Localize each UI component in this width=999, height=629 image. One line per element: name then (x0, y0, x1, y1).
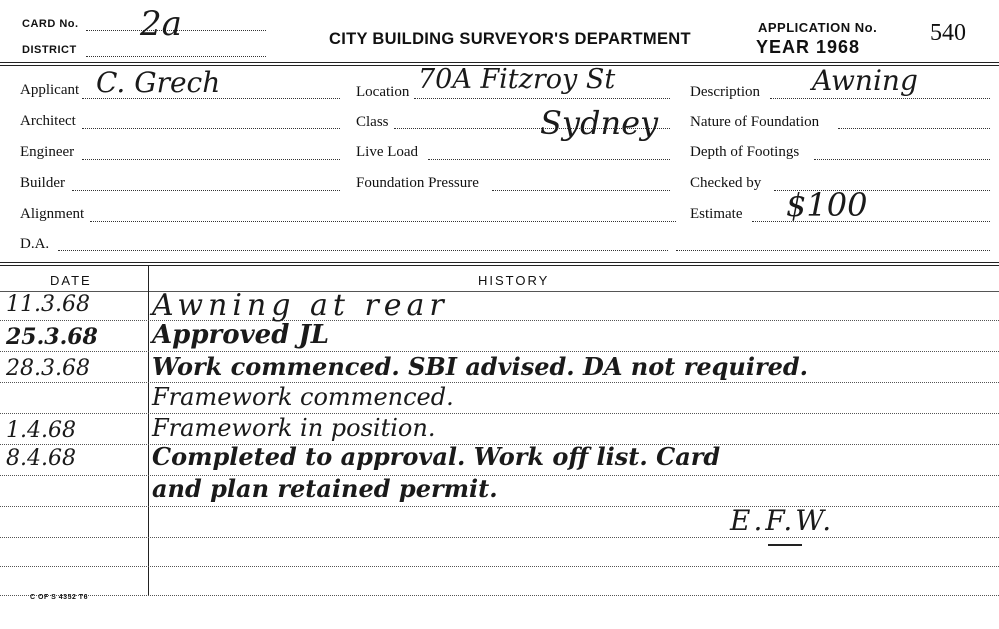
history-row-text: Framework commenced. (152, 383, 454, 411)
history-row-text: Completed to approval. Work off list. Card (152, 442, 721, 471)
ruled-line (0, 382, 999, 383)
date-column-header: DATE (50, 273, 92, 288)
class-label: Class (356, 114, 389, 130)
ruled-line (0, 566, 999, 567)
history-row-date: 28.3.68 (6, 356, 90, 381)
history-row-text: Approved JL (152, 320, 330, 350)
architect-line (82, 128, 340, 129)
applicant-label: Applicant (20, 82, 80, 98)
engineer-line (82, 159, 340, 160)
ruled-line (0, 595, 999, 596)
history-row-text: Awning at rear (152, 288, 449, 323)
ruled-line (0, 506, 999, 507)
description-value: Awning (812, 64, 918, 97)
year-label: YEAR 1968 (756, 37, 861, 57)
form-code: C OF S 4352 T6 (30, 594, 88, 601)
engineer-label: Engineer (20, 144, 75, 160)
history-rule-top (0, 262, 999, 263)
history-header-rule (0, 291, 999, 292)
class-line (394, 128, 670, 129)
builder-label: Builder (20, 175, 65, 191)
card-no-label: CARD No. (22, 18, 79, 30)
foundation-pressure-label: Foundation Pressure (356, 175, 479, 191)
architect-label: Architect (20, 113, 76, 129)
applicant-value: C. Grech (96, 66, 221, 99)
history-column-header: HISTORY (478, 273, 550, 288)
header-rule-top (0, 62, 999, 63)
alignment-label: Alignment (20, 206, 85, 222)
history-row-text: and plan retained permit. (152, 474, 498, 503)
da-label: D.A. (20, 236, 50, 252)
card-no-value: 2a (140, 4, 182, 44)
location-value: 70A Fitzroy St (418, 64, 616, 95)
location-label: Location (356, 84, 410, 100)
description-line (770, 98, 990, 99)
nature-foundation-label: Nature of Foundation (690, 114, 820, 130)
estimate-label: Estimate (690, 206, 743, 222)
live-load-label: Live Load (356, 144, 419, 160)
alignment-line (90, 221, 676, 222)
da-line (58, 250, 668, 251)
ruled-line (0, 320, 999, 321)
da-line-right (676, 250, 990, 251)
history-row-date: 25.3.68 (6, 324, 98, 350)
history-row-text: Framework in position. (152, 414, 436, 442)
depth-footings-line (814, 159, 990, 160)
ruled-line (0, 537, 999, 538)
district-line (86, 56, 266, 57)
ruled-line (0, 475, 999, 476)
ruled-line (0, 413, 999, 414)
history-row-text: Work commenced. SBI advised. DA not required. (152, 352, 809, 381)
builder-line (72, 190, 340, 191)
history-rule-bottom (0, 265, 999, 266)
signature: E.F.W. (730, 504, 835, 537)
description-label: Description (690, 84, 760, 100)
foundation-pressure-line (492, 190, 670, 191)
signature-underline (768, 544, 802, 546)
location-line (414, 98, 670, 99)
checked-by-label: Checked by (690, 175, 762, 191)
department-title: CITY BUILDING SURVEYOR'S DEPARTMENT (329, 30, 691, 48)
district-label: DISTRICT (22, 44, 77, 56)
location-value-suburb: Sydney (540, 104, 659, 142)
nature-foundation-line (838, 128, 990, 129)
application-number: 540 (930, 20, 966, 46)
history-row-date: 8.4.68 (6, 446, 76, 471)
column-separator (148, 266, 149, 596)
history-row-date: 1.4.68 (6, 418, 76, 443)
application-no-label: APPLICATION No. (758, 20, 878, 35)
depth-footings-label: Depth of Footings (690, 144, 800, 160)
live-load-line (428, 159, 670, 160)
estimate-value: $100 (786, 186, 868, 224)
history-row-date: 11.3.68 (6, 292, 90, 317)
